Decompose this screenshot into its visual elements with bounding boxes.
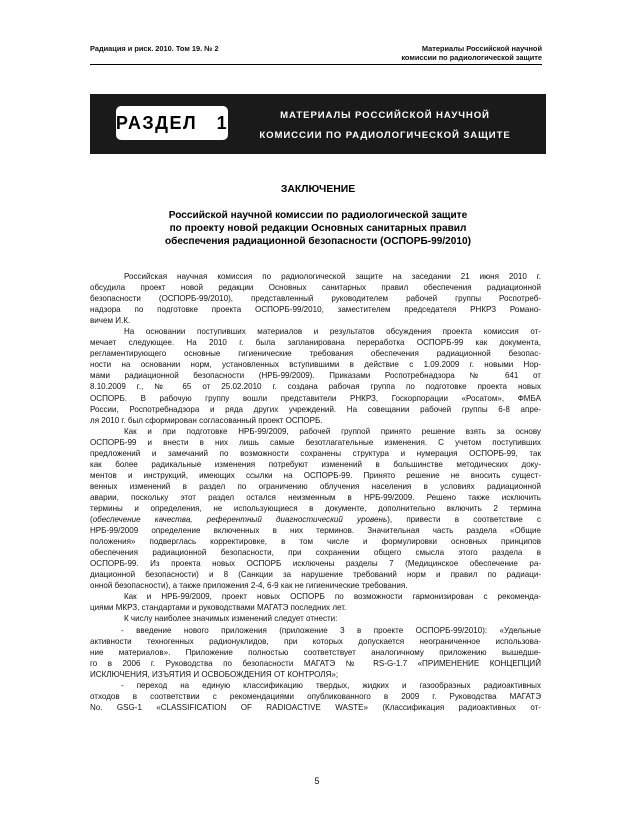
body-line: го в 2006 г. Руководства по безопасности МАГАТЭ № RS-G-1.7 «ПРИМЕНЕНИЕ КОНЦЕПЦИЙ (90, 658, 541, 668)
body-line: Как и при подготовке НРБ-99/2009, рабочей группой принято решение взять за основу (124, 426, 541, 436)
body-line: отходов в соответствии с рекомендациями опубликованного в 2009 г. Руководства МАГАТЭ (90, 691, 541, 701)
subheading-line: Российской научной комиссии по радиологической защите (168, 210, 468, 221)
section-label-box (116, 106, 228, 140)
body-line: обеспечения радиационной безопасности, при сохранении общего смысла этого раздела в (90, 548, 541, 558)
page-number: 5 (314, 776, 320, 786)
body-line: ОСПОРБ-99 и внести в них лишь самые безотлагательные изменения. С учетом поступивших (90, 437, 541, 447)
body-line: ля 2010 г. был сформирован согласованный проект ОСПОРБ. (90, 415, 323, 425)
body-line: положения» подверглась корректировке, в том числе и формулировки основных принципов (90, 537, 541, 547)
body-line: аварии, поскольку этот раздел остался неизменным в НРБ-99/2009. Решено также исключить (90, 492, 541, 502)
header-rule (90, 64, 542, 65)
section-label: РАЗДЕЛ 1 (115, 112, 229, 133)
running-header-right-line2: комиссии по радиологической защите (401, 53, 542, 62)
body-line: мечает следующее. На 2010 г. была запланирована переработка ОСПОРБ-99 как документа, (90, 338, 541, 348)
body-line: России, Роспотребнадзора и ряда других учреждений. На совещании рабочей группы 6-8 апре- (90, 404, 541, 414)
body-line: мами радиационной безопасности (НРБ-99/2009). Приказами Роспотребнадзора № 641 от (90, 371, 541, 381)
body-line: ИСКЛЮЧЕНИЯ, ИЗЪЯТИЯ И ОСВОБОЖДЕНИЯ ОТ КОНТРОЛЯ»; (90, 669, 339, 679)
body-line: 8.10.2009 г., № 65 от 25.02.2010 г. создана рабочая группа по подготовке проекта новых (90, 382, 541, 392)
body-line: НРБ-99/2009 определение включенных в них терминов. Значительная часть раздела «Общие (90, 526, 541, 536)
section-title-line1: МАТЕРИАЛЫ РОССИЙСКОЙ НАУЧНОЙ (280, 110, 490, 121)
body-line: ности на основании норм, установленных вступившими в действие с 1.09.2009 г. новыми Нор- (90, 360, 541, 370)
body-line: На основании поступивших материалов и результатов обсуждения проекта комиссия от- (124, 327, 541, 337)
body-line: Как и НРБ-99/2009, проект новых ОСПОРБ по возможности гармонизирован с рекоменда- (124, 592, 541, 602)
running-header-right-line1: Материалы Российской научной (421, 44, 542, 53)
body-line: циями МКРЗ, стандартами и руководствами МАГАТЭ последних лет. (90, 603, 347, 613)
body-line: - введение нового приложения (приложение 3 в проекте ОСПОРБ-99/2010): «Удельные (121, 625, 541, 635)
body-line: безопасности (ОСПОРБ-99/2010), представленный руководителем рабочей группы Роспотреб- (90, 294, 541, 304)
body-line: предложений и замечаний по возможности сохранены структура и нумерация ОСПОРБ-99, так (90, 448, 541, 458)
body-line: как более радикальные изменения потребуют изменений в большинстве методических доку- (90, 459, 541, 469)
section-band (90, 94, 546, 154)
body-line: вичем И.К. (90, 316, 131, 326)
italic-terms: обеспечение качества, референтный диагностический уровень (92, 515, 388, 525)
body-line: No. GSG-1 «CLASSIFICATION OF RADIOACTIVE WASTE» (Классификация радиоактивных от- (90, 702, 541, 712)
document-subheading (90, 209, 546, 248)
body-line: - переход на единую классификацию твердых, жидких и газообразных радиоактивных (121, 680, 541, 690)
subheading-line: по проекту новой редакции Основных санитарных правил (169, 223, 467, 234)
body-line: обсудила проект новой редакции Основных санитарных правил обеспечения радиационной (90, 283, 541, 293)
body-line: ОСПОРБ-99. Из проекта новых ОСПОРБ исключены разделы 7 (Медицинское обеспечение ра- (90, 559, 541, 569)
body-line: активности техногенных радионуклидов, при которых допускается неограниченное использова- (90, 636, 541, 646)
body-text (90, 271, 541, 713)
body-line: регламентирующего основные гигиенические требования обеспечения радиационной безопас- (90, 349, 541, 359)
body-line: венных изменений в раздел по ограничению облучения населения в условиях радиационной (90, 481, 541, 491)
body-line: Российская научная комиссия по радиологической защите на заседании 21 июня 2010 г. (124, 272, 541, 281)
section-title-line2: КОМИССИИ ПО РАДИОЛОГИЧЕСКОЙ ЗАЩИТЕ (259, 130, 511, 141)
subheading-line: обеспечения радиационной безопасности (ОСПОРБ-99/2010) (165, 236, 471, 247)
body-line: ОСПОРБ. В рабочую группу вошли представители РНКРЗ, Госкорпорации «Росатом», ФМБА (90, 393, 541, 403)
body-line: онной безопасности), а также приложения 2-4, 6-9 как не гигиенические требования. (90, 581, 408, 591)
body-line: К числу наиболее значимых изменений следует отнести: (124, 614, 338, 624)
body-line: ментов и инструкций, имеющих ссылки на ОСПОРБ-99. Принято решение не вносить сущест- (90, 470, 541, 480)
body-line: термины и определения, не использующиеся в документе, дополнительно включить 2 термина (90, 503, 541, 513)
body-line: (обеспечение качества, референтный диагностический уровень), привести в соответствие с (90, 515, 541, 525)
document-heading: ЗАКЛЮЧЕНИЕ (280, 184, 356, 195)
running-header-right (401, 44, 542, 62)
body-line: ние материалов». Приложение полностью соответствует аналогичному приложению вышедше- (90, 647, 541, 657)
body-line: надзора по подготовке проекта ОСПОРБ-99/2010, заместителем председателя РНКРЗ Романо- (90, 305, 541, 315)
body-line: диационной безопасности) и 8 (Санкции за нарушение требований норм и правил по радиаци- (90, 570, 541, 580)
running-header-left: Радиация и риск. 2010. Том 19. № 2 (90, 44, 219, 53)
section-title (240, 106, 530, 146)
